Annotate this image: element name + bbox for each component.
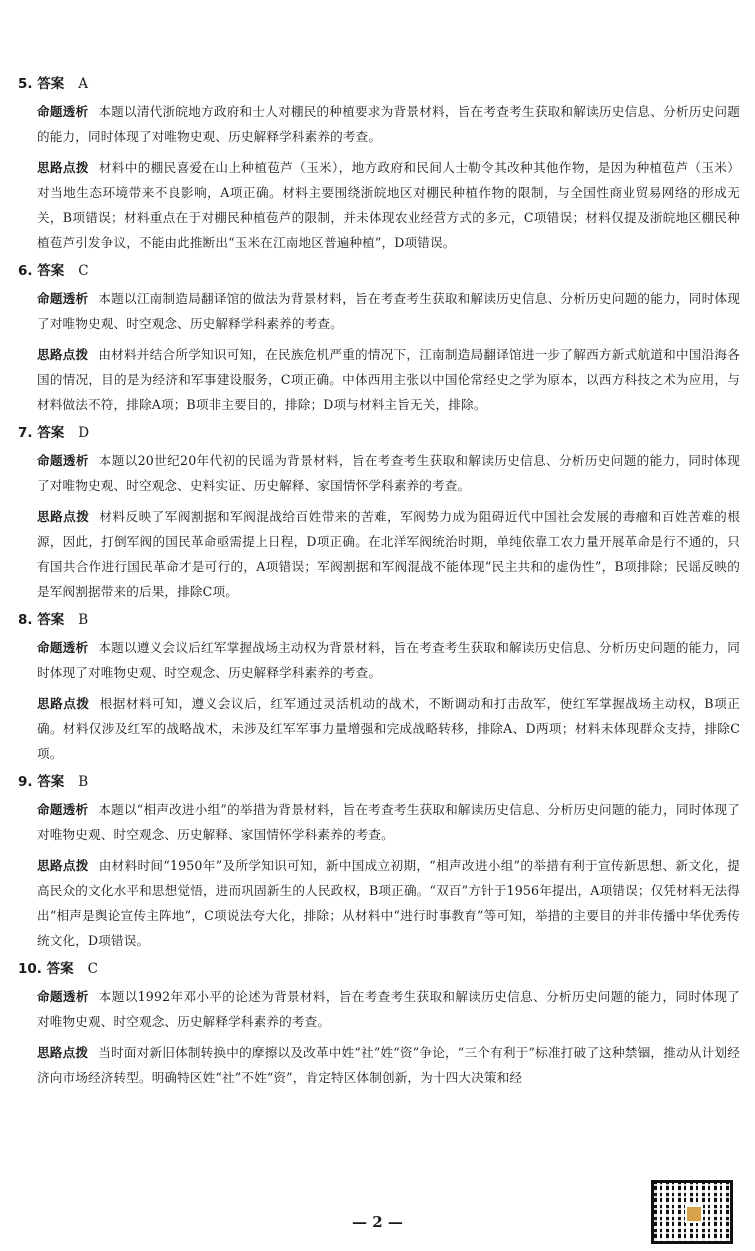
section-label: 思路点拨 xyxy=(37,696,90,711)
section-label: 思路点拨 xyxy=(37,858,89,873)
section-text: 本题以江南制造局翻译馆的做法为背景材料，旨在考查考生获取和解读历史信息、分析历史问题的能力，同时体现了对唯物史观、时空观念、历史解释学科素养的考查。 xyxy=(37,291,740,331)
question-number: 7. 答案 xyxy=(18,425,65,441)
question-header xyxy=(18,423,740,443)
question-header xyxy=(18,959,740,979)
answer-value: B xyxy=(78,774,89,790)
section-label: 命题透析 xyxy=(37,291,89,306)
question-number: 5. 答案 xyxy=(18,76,65,92)
question-5 xyxy=(18,74,740,255)
question-6 xyxy=(18,261,740,417)
section-label: 思路点拨 xyxy=(37,347,89,362)
section-text: 材料中的棚民喜爱在山上种植苞芦（玉米），地方政府和民间人士勒令其改种其他作物，是因为种植苞芦（玉米）对当地生态环境带来不良影响，A项正确。材料主要围绕浙皖地区对棚民种植作物的限制，与全国性商业贸易网络的形成无关，B项错误；材料重点在于对棚民种植苞芦的限制，并未体现农业经营方式的多元，C项错误；材料仅提及浙皖地区棚民种植苞芦引发争议，不能由此推断出“玉米在江南地区普遍种植”，D项错误。 xyxy=(37,160,741,250)
answer-page xyxy=(18,74,740,1096)
hint-paragraph xyxy=(37,342,740,417)
section-text: 本题以“相声改进小组”的举措为背景材料，旨在考查考生获取和解读历史信息、分析历史问题的能力，同时体现了对唯物史观、时空观念、历史解释、家国情怀学科素养的考查。 xyxy=(37,802,740,842)
page-number: — 2 — xyxy=(352,1213,403,1231)
section-text: 当时面对新旧体制转换中的摩擦以及改革中姓“社”姓“资”争论，“三个有利于”标准打破了这种禁锢，推动从计划经济向市场经济转型。明确特区姓“社”不姓“资”，肯定特区体制创新，为十四大决策和经 xyxy=(37,1045,740,1085)
section-label: 思路点拨 xyxy=(37,1045,89,1060)
question-header xyxy=(18,610,740,630)
section-label: 命题透析 xyxy=(37,453,89,468)
section-text: 由材料时间“1950年”及所学知识可知，新中国成立初期，“相声改进小组”的举措有利于宣传新思想、新文化，提高民众的文化水平和思想觉悟，进而巩固新生的人民政权，B项正确。“双百”方针于1956年提出，A项错误；仅凭材料无法得出“相声是舆论宣传主阵地”，C项说法夸大化，排除；从材料中“进行时事教育”等可知，举措的主要目的并非传播中华优秀传统文化，D项错误。 xyxy=(37,858,740,948)
analysis-paragraph xyxy=(37,448,740,498)
section-label: 命题透析 xyxy=(37,802,89,817)
analysis-paragraph xyxy=(37,635,740,685)
hint-paragraph xyxy=(37,504,740,604)
section-text: 本题以清代浙皖地方政府和士人对棚民的种植要求为背景材料，旨在考查考生获取和解读历史信息、分析历史问题的能力，同时体现了对唯物史观、历史解释学科素养的考查。 xyxy=(37,104,740,144)
hint-paragraph xyxy=(37,155,740,255)
section-label: 思路点拨 xyxy=(37,160,89,175)
section-label: 命题透析 xyxy=(37,989,89,1004)
section-label: 思路点拨 xyxy=(37,509,90,524)
question-number: 10. 答案 xyxy=(18,961,74,977)
hint-paragraph xyxy=(37,853,740,953)
analysis-paragraph xyxy=(37,286,740,336)
question-header xyxy=(18,772,740,792)
analysis-paragraph xyxy=(37,797,740,847)
analysis-paragraph xyxy=(37,984,740,1034)
section-text: 由材料并结合所学知识可知，在民族危机严重的情况下，江南制造局翻译馆进一步了解西方新式航道和中国沿海各国的情况，目的是为经济和军事建设服务，C项正确。中体西用主张以中国伦常经史之学为原本，以西方科技之术为应用，与材料做法不符，排除A项；B项非主要目的，排除；D项与材料主旨无关，排除。 xyxy=(37,347,740,412)
question-10 xyxy=(18,959,740,1090)
section-text: 本题以1992年邓小平的论述为背景材料，旨在考查考生获取和解读历史信息、分析历史问题的能力，同时体现了对唯物史观、时空观念、历史解释学科素养的考查。 xyxy=(37,989,740,1029)
section-text: 材料反映了军阀割据和军阀混战给百姓带来的苦难，军阀势力成为阻碍近代中国社会发展的毒瘤和百姓苦难的根源，因此，打倒军阀的国民革命亟需提上日程，D项正确。在北洋军阀统治时期，单纯依靠工农力量开展革命是行不通的，只有国共合作进行国民革命才是可行的，A项错误；军阀割据和军阀混战不能体现“民主共和的虚伪性”，B项排除；民谣反映的是军阀割据带来的后果，排除C项。 xyxy=(37,509,740,599)
question-header xyxy=(18,74,740,94)
answer-value: D xyxy=(78,425,90,441)
question-header xyxy=(18,261,740,281)
question-number: 6. 答案 xyxy=(18,263,65,279)
answer-value: A xyxy=(78,76,88,92)
qr-code-icon xyxy=(651,1180,733,1244)
section-label: 命题透析 xyxy=(37,640,89,655)
answer-value: C xyxy=(87,961,98,977)
question-number: 9. 答案 xyxy=(18,774,65,790)
section-text: 本题以20世纪20年代初的民谣为背景材料，旨在考查考生获取和解读历史信息、分析历史问题的能力，同时体现了对唯物史观、时空观念、史料实证、历史解释、家国情怀学科素养的考查。 xyxy=(37,453,740,493)
question-number: 8. 答案 xyxy=(18,612,65,628)
section-text: 根据材料可知，遵义会议后，红军通过灵活机动的战术，不断调动和打击敌军，使红军掌握战场主动权，B项正确。材料仅涉及红军的战略战术，未涉及红军军事力量增强和完成战略转移，排除A、D两项；材料未体现群众支持，排除C项。 xyxy=(37,696,740,761)
qr-logo-icon xyxy=(685,1205,703,1223)
section-label: 命题透析 xyxy=(37,104,89,119)
hint-paragraph xyxy=(37,691,740,766)
question-9 xyxy=(18,772,740,953)
answer-value: C xyxy=(78,263,89,279)
hint-paragraph xyxy=(37,1040,740,1090)
analysis-paragraph xyxy=(37,99,740,149)
answer-value: B xyxy=(78,612,89,628)
question-7 xyxy=(18,423,740,604)
section-text: 本题以遵义会议后红军掌握战场主动权为背景材料，旨在考查考生获取和解读历史信息、分析历史问题的能力，同时体现了对唯物史观、时空观念、历史解释学科素养的考查。 xyxy=(37,640,740,680)
question-8 xyxy=(18,610,740,766)
